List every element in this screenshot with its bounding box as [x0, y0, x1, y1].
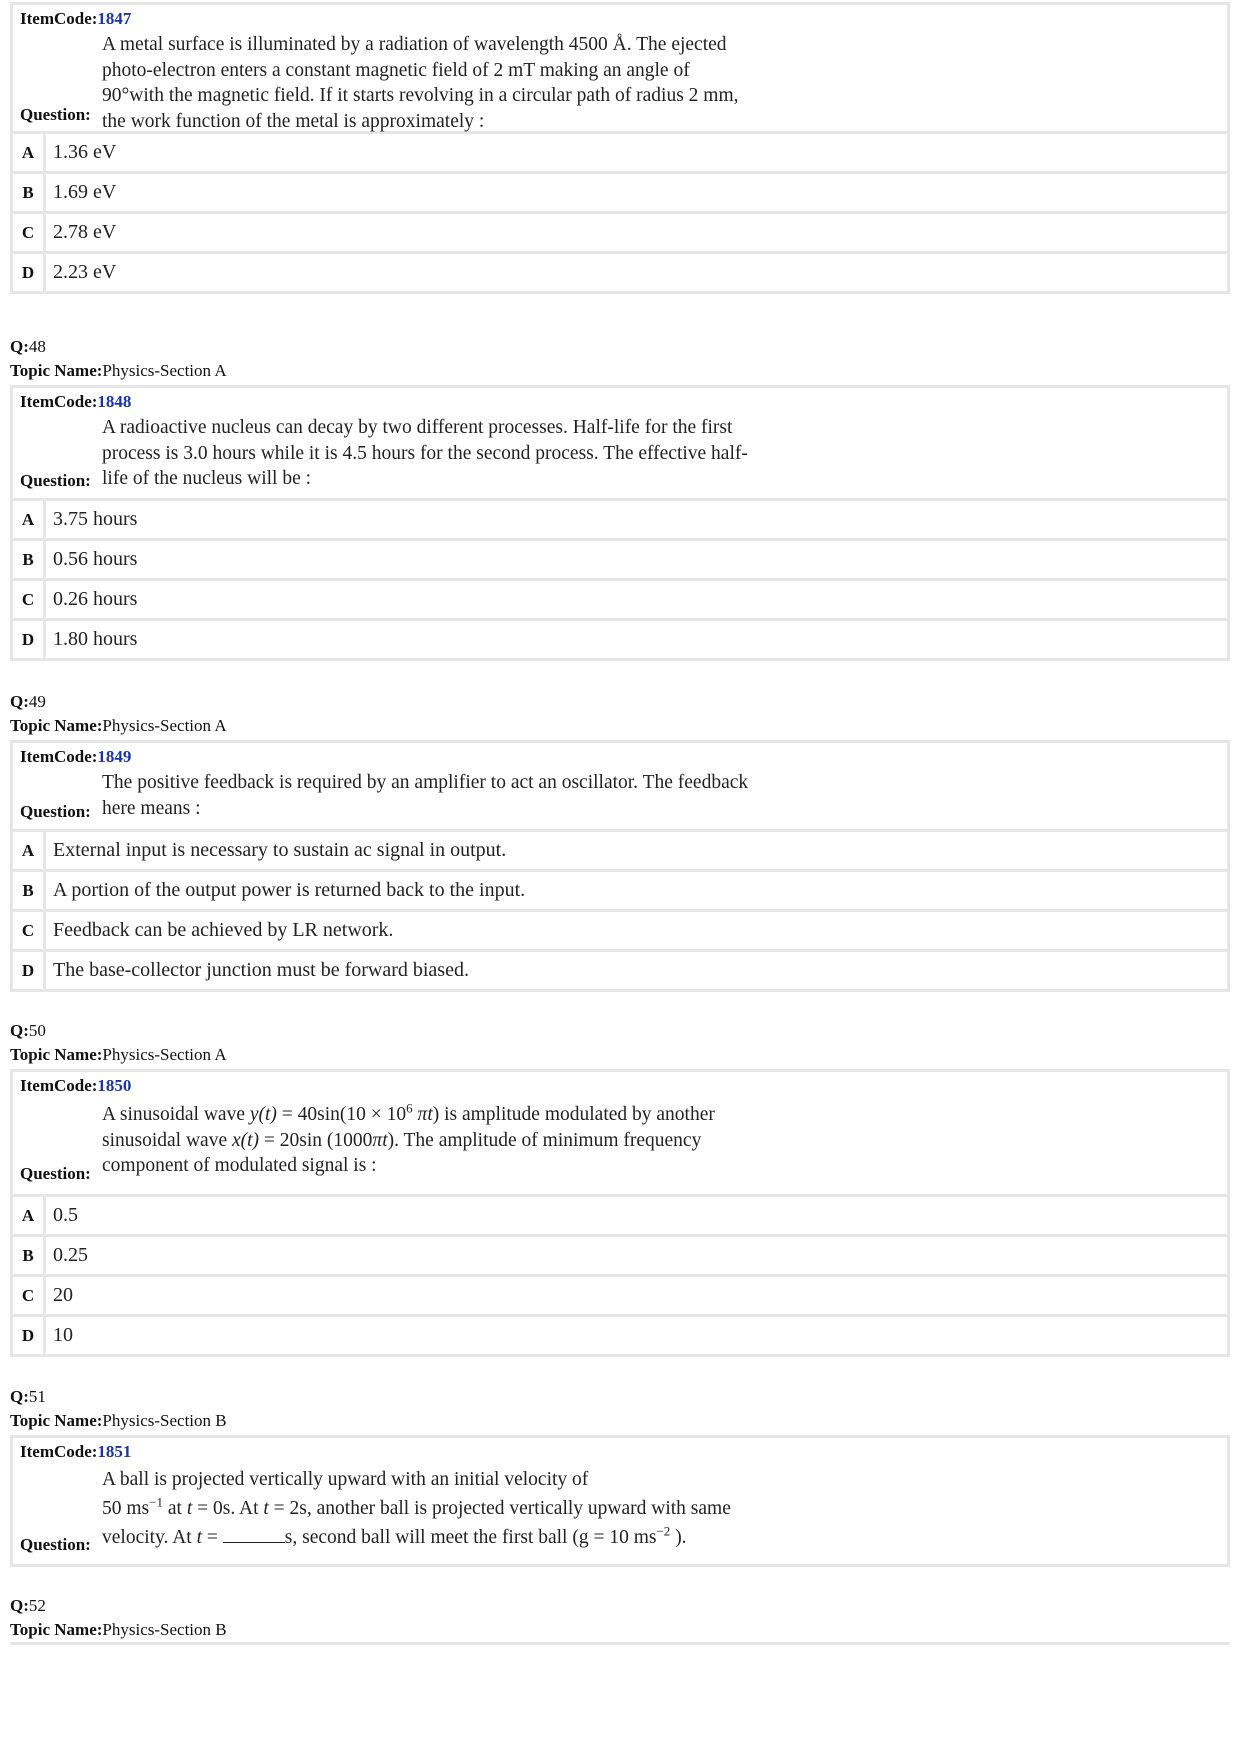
option-text: 10: [53, 1324, 73, 1346]
option-text: 1.69 eV: [53, 181, 117, 203]
question-text: [102, 32, 739, 134]
question-text: [102, 1465, 731, 1552]
option-text: 0.25: [53, 1244, 88, 1266]
itemcode: ItemCode:1847: [20, 9, 132, 28]
question-card-1850: [10, 1069, 1230, 1357]
question-number: Q:49: [10, 692, 46, 711]
option-letter: D: [13, 254, 46, 291]
option-letter: C: [13, 214, 46, 251]
option-c[interactable]: [13, 214, 1227, 254]
question-cell: [13, 743, 1227, 832]
question-line: life of the nucleus will be :: [102, 468, 312, 489]
question-line: sinusoidal wave x(t) = 20sin (1000πt). The amplitude of minimum frequency: [102, 1129, 702, 1151]
question-line: 90°with the magnetic field. If it starts revolving in a circular path of radius 2 mm,: [102, 85, 739, 106]
option-a[interactable]: [13, 1197, 1227, 1237]
option-text: 0.5: [53, 1204, 78, 1226]
option-letter: A: [13, 832, 46, 869]
option-a[interactable]: [13, 134, 1227, 174]
question-label: Question:: [20, 802, 91, 821]
option-letter: D: [13, 621, 46, 658]
topic-name: Topic Name:Physics-Section B: [10, 1620, 227, 1639]
option-letter: B: [13, 174, 46, 211]
question-cell: [13, 5, 1227, 134]
question-label: Question:: [20, 471, 91, 490]
question-label: Question:: [20, 105, 91, 124]
option-text: A portion of the output power is returned back to the input.: [53, 879, 526, 901]
option-a[interactable]: [13, 832, 1227, 872]
option-letter: A: [13, 1197, 46, 1234]
divider: [10, 1642, 1230, 1645]
option-b[interactable]: [13, 541, 1227, 581]
question-line: photo-electron enters a constant magnetic field of 2 mT making an angle of: [102, 59, 690, 81]
question-number: Q:51: [10, 1387, 46, 1406]
option-letter: A: [13, 501, 46, 538]
topic-name: Topic Name:Physics-Section A: [10, 361, 227, 380]
option-text: External input is necessary to sustain ac signal in output.: [53, 839, 507, 861]
option-a[interactable]: [13, 501, 1227, 541]
option-text: 20: [53, 1284, 73, 1306]
question-card-1849: [10, 740, 1230, 992]
question-text: [102, 415, 748, 492]
question-text: [102, 1102, 715, 1179]
itemcode: ItemCode:1848: [20, 392, 132, 411]
option-text: Feedback can be achieved by LR network.: [53, 919, 394, 941]
option-text: The base-collector junction must be forward biased.: [53, 959, 469, 981]
itemcode-value: 1850: [97, 1076, 132, 1095]
topic-name: Topic Name:Physics-Section B: [10, 1411, 227, 1430]
question-cell: [13, 1072, 1227, 1197]
topic-name: Topic Name:Physics-Section A: [10, 716, 227, 735]
question-number: Q:48: [10, 337, 46, 356]
option-letter: C: [13, 581, 46, 618]
option-text: 2.23 eV: [53, 261, 117, 283]
question-number: Q:52: [10, 1596, 46, 1615]
question-line: The positive feedback is required by an amplifier to act an oscillator. The feedback: [102, 772, 749, 793]
option-b[interactable]: [13, 1237, 1227, 1277]
itemcode: ItemCode:1849: [20, 747, 132, 766]
option-letter: B: [13, 1237, 46, 1274]
option-c[interactable]: [13, 912, 1227, 952]
option-b[interactable]: [13, 872, 1227, 912]
question-label: Question:: [20, 1535, 91, 1554]
option-b[interactable]: [13, 174, 1227, 214]
itemcode-value: 1849: [97, 747, 132, 766]
option-d[interactable]: [13, 1317, 1227, 1354]
option-text: 0.56 hours: [53, 548, 138, 570]
itemcode-value: 1851: [97, 1442, 132, 1461]
question-line: A sinusoidal wave $y(t) = 40\sin(10 \times 10^6$ πt) is amplitude modulated by another: [102, 1100, 715, 1125]
question-card-1851: [10, 1435, 1230, 1567]
option-letter: C: [13, 1277, 46, 1314]
itemcode-value: 1848: [97, 392, 132, 411]
option-text: 1.80 hours: [53, 628, 138, 650]
option-d[interactable]: [13, 254, 1227, 291]
itemcode-value: 1847: [97, 9, 132, 28]
question-line: process is 3.0 hours while it is 4.5 hours for the second process. The effective half-: [102, 442, 748, 464]
itemcode: ItemCode:1851: [20, 1442, 132, 1461]
option-text: 1.36 eV: [53, 141, 117, 163]
question-line: A metal surface is illuminated by a radiation of wavelength 4500 Å. The ejected: [102, 34, 727, 55]
option-text: 0.26 hours: [53, 588, 138, 610]
topic-name: Topic Name:Physics-Section A: [10, 1045, 227, 1064]
option-d[interactable]: [13, 952, 1227, 989]
option-c[interactable]: [13, 581, 1227, 621]
question-line: the work function of the metal is approximately :: [102, 110, 485, 132]
option-letter: D: [13, 1317, 46, 1354]
answer-blank: [223, 1526, 285, 1543]
question-cell: [13, 388, 1227, 501]
option-c[interactable]: [13, 1277, 1227, 1317]
question-line: A radioactive nucleus can decay by two different processes. Half-life for the first: [102, 417, 733, 438]
question-cell: [13, 1438, 1227, 1564]
question-card-1847: [10, 2, 1230, 294]
option-letter: B: [13, 541, 46, 578]
option-letter: B: [13, 872, 46, 909]
option-letter: D: [13, 952, 46, 989]
question-line: A ball is projected vertically upward with an initial velocity of: [102, 1469, 589, 1490]
question-line: velocity. At t = s, second ball will meet the first ball (g = 10 $ms^{-2}$ ).: [102, 1523, 687, 1548]
question-line: component of modulated signal is :: [102, 1155, 377, 1176]
option-text: 3.75 hours: [53, 508, 138, 530]
question-line: here means :: [102, 797, 201, 819]
option-d[interactable]: [13, 621, 1227, 658]
question-text: [102, 770, 748, 821]
question-card-1848: [10, 385, 1230, 661]
option-letter: C: [13, 912, 46, 949]
itemcode: ItemCode:1850: [20, 1076, 132, 1095]
option-text: 2.78 eV: [53, 221, 117, 243]
option-letter: A: [13, 134, 46, 171]
question-line: 50 $ms^{-1}$ at t = 0s. At t = 2s, another ball is projected vertically upward with same: [102, 1494, 731, 1519]
question-number: Q:50: [10, 1021, 46, 1040]
question-label: Question:: [20, 1164, 91, 1183]
